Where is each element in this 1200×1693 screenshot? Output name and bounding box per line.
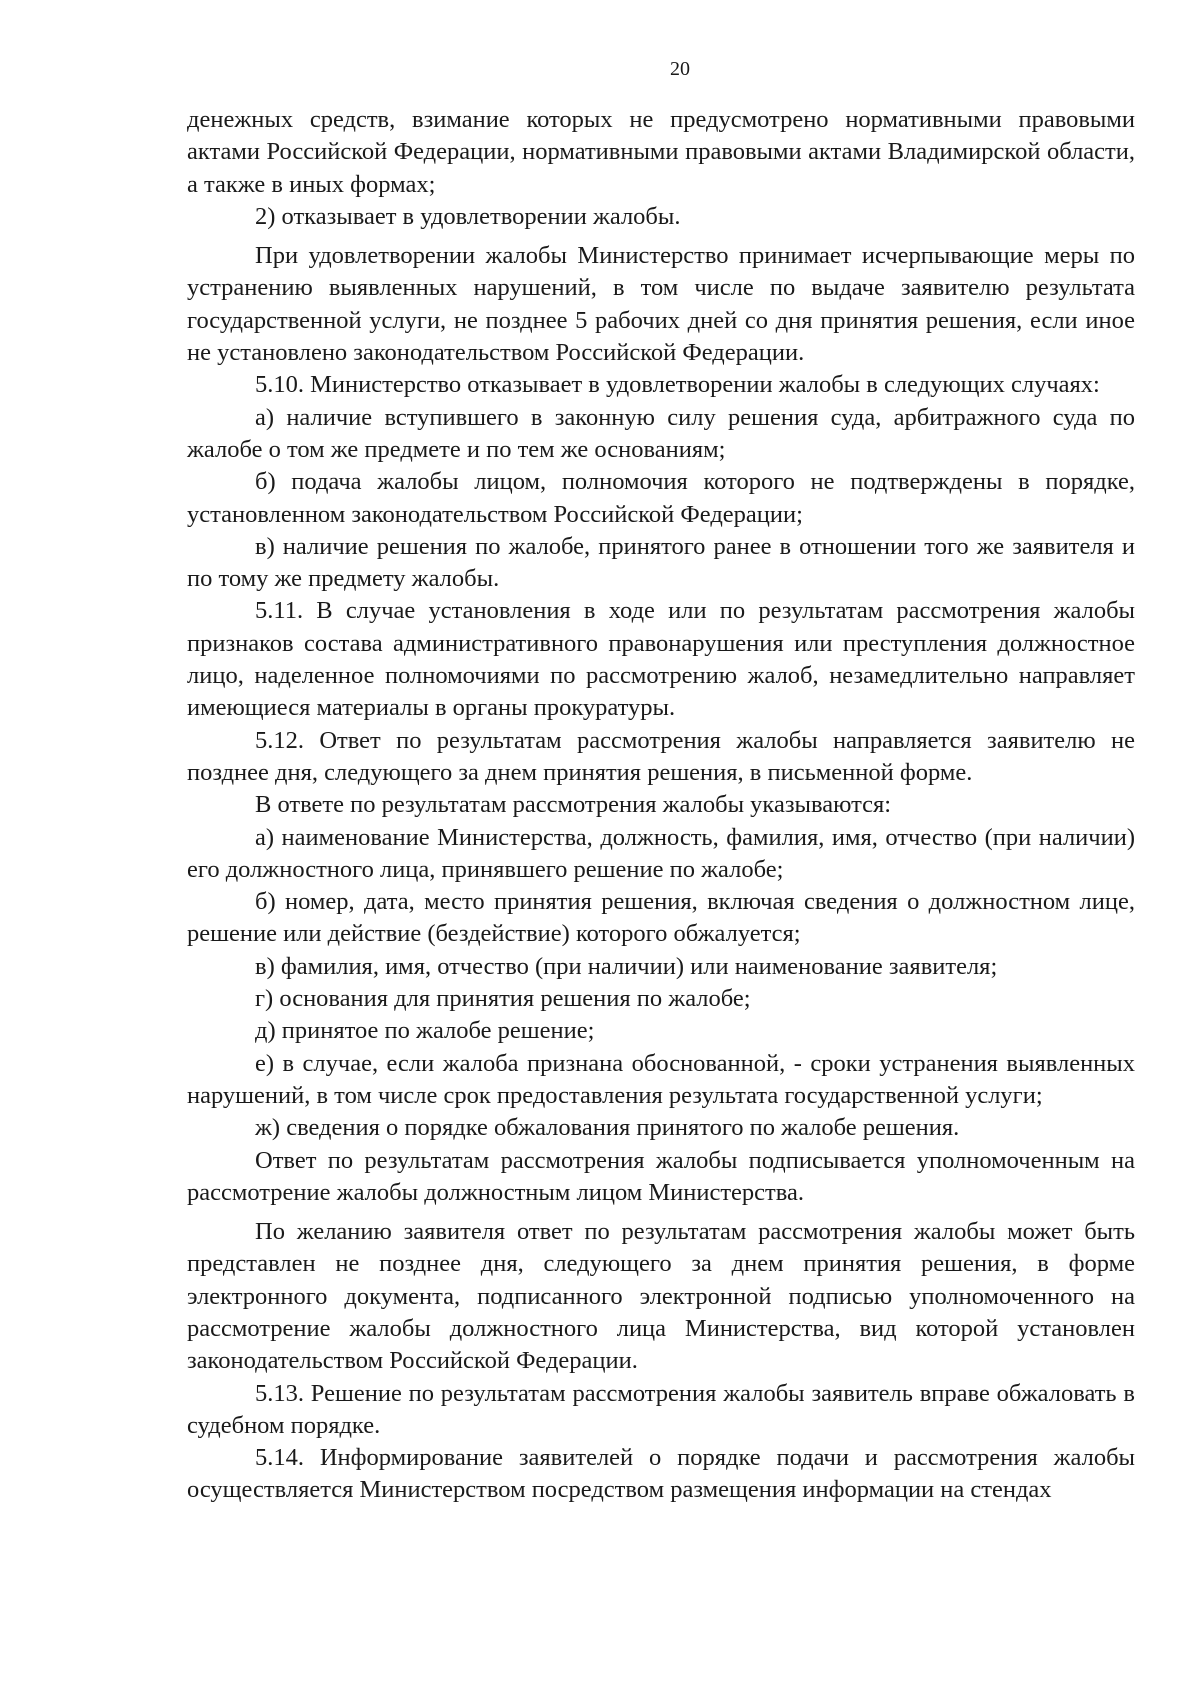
paragraph: 5.10. Министерство отказывает в удовлетворении жалобы в следующих случаях: <box>255 371 1100 399</box>
paragraph: е) в случае, если жалоба признана обоснованной, - сроки устранения выявленных нарушений, в том числе срок предоставления результата государственной услуги; <box>187 1049 1135 1109</box>
paragraph: По желанию заявителя ответ по результатам рассмотрения жалобы может быть представлен не позднее дня, следующего за днем принятия решения, в форме электронного документа, подписанного электронной подписью уполномоченного на рассмотрение жалобы должностного лица Министерства, вид которой установлен законодательством Российской Федерации. <box>187 1218 1135 1375</box>
paragraph: 2) отказывает в удовлетворении жалобы. <box>255 202 681 230</box>
paragraph: б) номер, дата, место принятия решения, включая сведения о должностном лице, решение или действие (бездействие) которого обжалуется; <box>187 888 1135 948</box>
paragraph: в) наличие решения по жалобе, принятого ранее в отношении того же заявителя и по тому же предмету жалобы. <box>187 532 1135 593</box>
paragraph: 5.11. В случае установления в ходе или по результатам рассмотрения жалобы признаков состава административного правонарушения или преступления должностное лицо, наделенное полномочиями по рассмотрению жалоб, незамедлительно направляет имеющиеся материалы в органы прокуратуры. <box>187 597 1135 722</box>
paragraph: 5.14. Информирование заявителей о порядке подачи и рассмотрения жалобы осуществляется Министерством посредством размещения информации на стендах <box>187 1444 1135 1504</box>
paragraph: в) фамилия, имя, отчество (при наличии) или наименование заявителя; <box>255 952 998 980</box>
page-number: 20 <box>670 58 690 80</box>
paragraph: Ответ по результатам рассмотрения жалобы подписывается уполномоченным на рассмотрение жалобы должностным лицом Министерства. <box>187 1146 1135 1206</box>
paragraph: 5.12. Ответ по результатам рассмотрения жалобы направляется заявителю не позднее дня, следующего за днем принятия решения, в письменной форме. <box>187 726 1135 786</box>
paragraph: 5.13. Решение по результатам рассмотрения жалобы заявитель вправе обжаловать в судебном порядке. <box>187 1379 1135 1439</box>
paragraph: г) основания для принятия решения по жалобе; <box>255 985 751 1013</box>
paragraph: При удовлетворении жалобы Министерство принимает исчерпывающие меры по устранению выявленных нарушений, в том числе по выдаче заявителю результата государственной услуги, не позднее 5 рабочих дней со дня принятия решения, если иное не установлено законодательством Российской Федерации. <box>187 242 1135 367</box>
document-body <box>187 104 1135 1507</box>
paragraph: д) принятое по жалобе решение; <box>255 1017 595 1045</box>
paragraph: ж) сведения о порядке обжалования принятого по жалобе решения. <box>255 1114 960 1142</box>
paragraph: В ответе по результатам рассмотрения жалобы указываются: <box>255 791 892 819</box>
paragraph: а) наименование Министерства, должность, фамилия, имя, отчество (при наличии) его должностного лица, принявшего решение по жалобе; <box>187 823 1135 883</box>
paragraph: денежных средств, взимание которых не предусмотрено нормативными правовыми актами Российской Федерации, нормативными правовыми актами Владимирской области, а также в иных формах; <box>187 106 1135 198</box>
paragraph: б) подача жалобы лицом, полномочия которого не подтверждены в порядке, установленном законодательством Российской Федерации; <box>187 468 1135 528</box>
paragraph: а) наличие вступившего в законную силу решения суда, арбитражного суда по жалобе о том же предмете и по тем же основаниям; <box>187 403 1135 463</box>
